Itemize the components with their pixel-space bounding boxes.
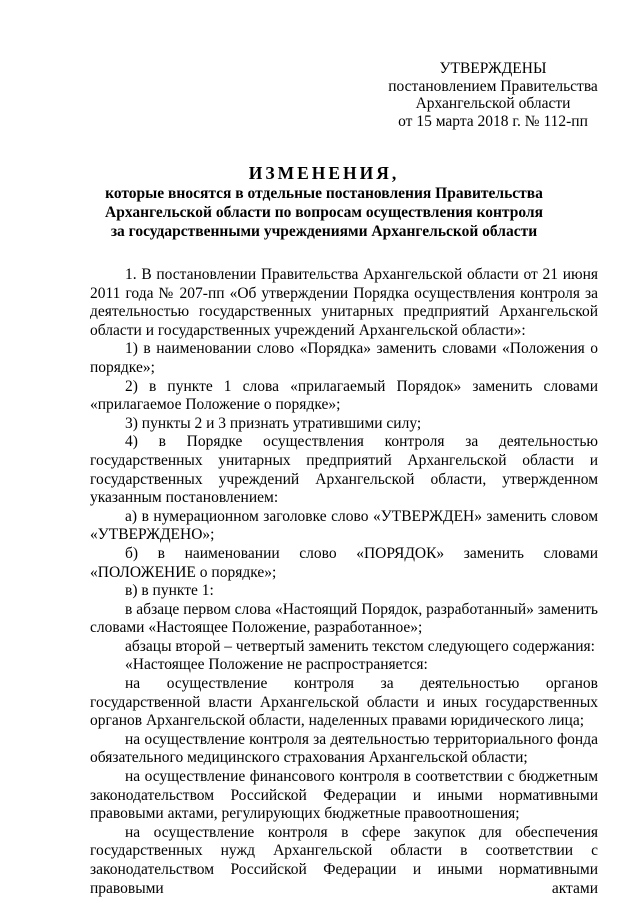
approval-date: от 15 марта 2018 г. № 112-пп (398, 112, 588, 130)
paragraph: абзацы второй – четвертый заменить текстом следующего содержания: (125, 637, 595, 655)
paragraph: на осуществление контроля за деятельностью территориального фонда обязательного медицинского страхования Архангельской области; (90, 730, 598, 767)
approval-line: постановлением Правительства (388, 77, 598, 95)
paragraph: б) в наименовании слово «ПОРЯДОК» заменить словами «ПОЛОЖЕНИЕ о порядке»; (90, 544, 598, 581)
document-title (100, 162, 548, 241)
paragraph: 1) в наименовании слово «Порядка» заменить словами «Положения о порядке»; (90, 340, 598, 376)
approval-line: Архангельской области (415, 95, 571, 112)
title-line: которые вносятся в отдельные постановления Правительства (105, 185, 543, 202)
document-body (90, 266, 598, 898)
title-line: Архангельской области по вопросам осуществления контроля (105, 204, 543, 221)
paragraph: 4) в Порядке осуществления контроля за деятельностью государственных унитарных предприятий Архангельской области и государственных учреждений Архангельской области, утвержденном указанным постановлением: (90, 433, 598, 507)
paragraph: «Настоящее Положение не распространяется: (125, 656, 428, 674)
paragraph: 3) пункты 2 и 3 признать утратившими силу; (125, 414, 422, 432)
title-line: за государственными учреждениями Архангельской области (110, 223, 538, 240)
approval-heading: УТВЕРЖДЕНЫ (439, 60, 547, 77)
paragraph: на осуществление контроля за деятельностью органов государственной власти Архангельской области и иных государственных органов Архангельской области, наделенных правами юридического лица; (90, 675, 598, 730)
paragraph: в) в пункте 1: (125, 582, 214, 600)
paragraph: а) в нумерационном заголовке слово «УТВЕРЖДЕН» заменить словом «УТВЕРЖДЕНО»; (90, 507, 598, 544)
paragraph: в абзаце первом слова «Настоящий Порядок, разработанный» заменить словами «Настоящее Положение, разработанное»; (90, 600, 598, 637)
paragraph: на осуществление контроля в сфере закупок для обеспечения государственных нужд Архангельской области в соответствии с законодательством Российской Федерации и иными нормативными правовыми актами (90, 823, 598, 897)
title-heading: ИЗМЕНЕНИЯ, (248, 163, 400, 183)
approval-stamp (380, 60, 606, 130)
paragraph: 1. В постановлении Правительства Архангельской области от 21 июня 2011 года № 207-пп «Об утверждении Порядка осуществления контроля за деятельностью государственных унитарных предприятий Архангельской области и государственных учреждений Архангельской области»: (90, 266, 598, 339)
paragraph: на осуществление финансового контроля в соответствии с бюджетным законодательством Российской Федерации и иными нормативными правовыми актами, регулирующих бюджетные правоотношения; (90, 768, 598, 823)
paragraph: 2) в пункте 1 слова «прилагаемый Порядок» заменить словами «прилагаемое Положение о порядке»; (90, 377, 598, 414)
